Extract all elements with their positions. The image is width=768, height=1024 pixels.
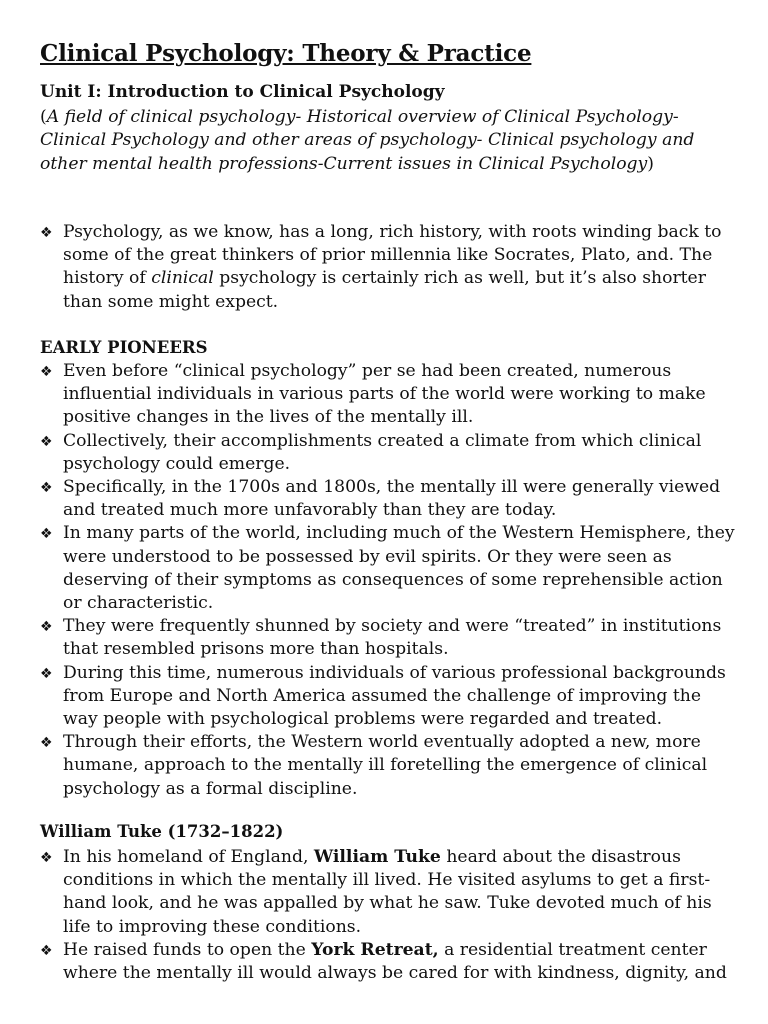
unit-subtitle-open-paren: ( [40, 107, 47, 127]
bullet-diamond-icon: ❖ [40, 526, 53, 543]
unit-subtitle-topics: A field of clinical psychology- Historical overview of Clinical Psychology- Clinical Psychology and other areas of psychology- Clinical psychology and other mental health professions-Current issues in Clinical Psychology [40, 107, 695, 174]
william-tuke-list [40, 846, 740, 985]
list-item [40, 846, 740, 939]
bullet-diamond-icon: ❖ [40, 480, 53, 497]
list-item-text: Even before “clinical psychology” per se had been created, numerous influential individuals in various parts of the world were working to make positive changes in the lives of the mentally ill. [63, 361, 706, 428]
list-item-text: Specifically, in the 1700s and 1800s, the mentally ill were generally viewed and treated much more unfavorably than they are today. [63, 477, 721, 521]
unit-subtitle-close-paren: ) [647, 153, 654, 174]
bullet-diamond-icon: ❖ [40, 364, 53, 380]
intro-text-part2: psychology is certainly rich as well, but it’s also shorter than some might expect. [63, 268, 706, 312]
intro-text-italic: clinical [151, 268, 214, 289]
list-item [40, 731, 740, 801]
william-tuke-heading: William Tuke (1732–1822) [40, 822, 284, 841]
early-pioneers-list [40, 360, 740, 801]
tuke-b2-part2: a residential treatment center where the mentally ill would always be cared for with kindness, dignity, and [63, 939, 727, 984]
tuke-b1-part1: In his homeland of England, [63, 847, 314, 867]
bullet-diamond-icon: ❖ [40, 850, 53, 866]
tuke-b1-bold: William Tuke [313, 847, 441, 867]
document-title: Clinical Psychology: Theory & Practice [40, 40, 532, 67]
list-item [40, 939, 740, 985]
bullet-diamond-icon: ❖ [40, 433, 53, 450]
list-item [40, 360, 740, 430]
list-item-text: Collectively, their accomplishments created a climate from which clinical psychology could emerge. [63, 430, 702, 474]
intro-bullet [40, 221, 740, 314]
list-item-text: Through their efforts, the Western world eventually adopted a new, more humane, approach to the mentally ill foretelling the emergence of clinical psychology as a formal discipline. [63, 732, 708, 799]
intro-text-part1: Psychology, as we know, has a long, rich history, with roots winding back to some of the great thinkers of prior millennia like Socrates, Plato, and. The history of [63, 222, 722, 289]
list-item [40, 662, 740, 732]
bullet-diamond-icon: ❖ [40, 225, 53, 241]
bullet-diamond-icon: ❖ [40, 942, 53, 959]
tuke-b1-part2: heard about the disastrous conditions in which the mentally ill lived. He visited asylums to get a first-hand look, and he was appalled by what he saw. Tuke devoted much of his life to improving these conditions. [63, 847, 712, 937]
bullet-diamond-icon: ❖ [40, 665, 53, 682]
early-pioneers-heading: EARLY PIONEERS [40, 338, 208, 357]
list-item-text: They were frequently shunned by society and were “treated” in institutions that resembled prisons more than hospitals. [63, 616, 722, 660]
unit-subtitle [40, 106, 740, 176]
list-item [40, 430, 740, 476]
bullet-diamond-icon: ❖ [40, 619, 53, 636]
bullet-diamond-icon: ❖ [40, 735, 53, 752]
list-item-text: In many parts of the world, including much of the Western Hemisphere, they were understood to be possessed by evil spirits. Or they were seen as deserving of their symptoms as consequences of some reprehensible action or characteristic. [63, 523, 735, 614]
list-item-text: During this time, numerous individuals of various professional backgrounds from Europe and North America assumed the challenge of improving the way people with psychological problems were regarded and treated. [63, 662, 726, 730]
intro-list [40, 221, 740, 314]
list-item [40, 615, 740, 661]
unit-title: Unit I: Introduction to Clinical Psychology [40, 82, 445, 102]
list-item [40, 476, 740, 522]
tuke-b2-bold: York Retreat, [311, 939, 439, 960]
list-item [40, 522, 740, 615]
tuke-b2-part1: He raised funds to open the [63, 939, 312, 960]
